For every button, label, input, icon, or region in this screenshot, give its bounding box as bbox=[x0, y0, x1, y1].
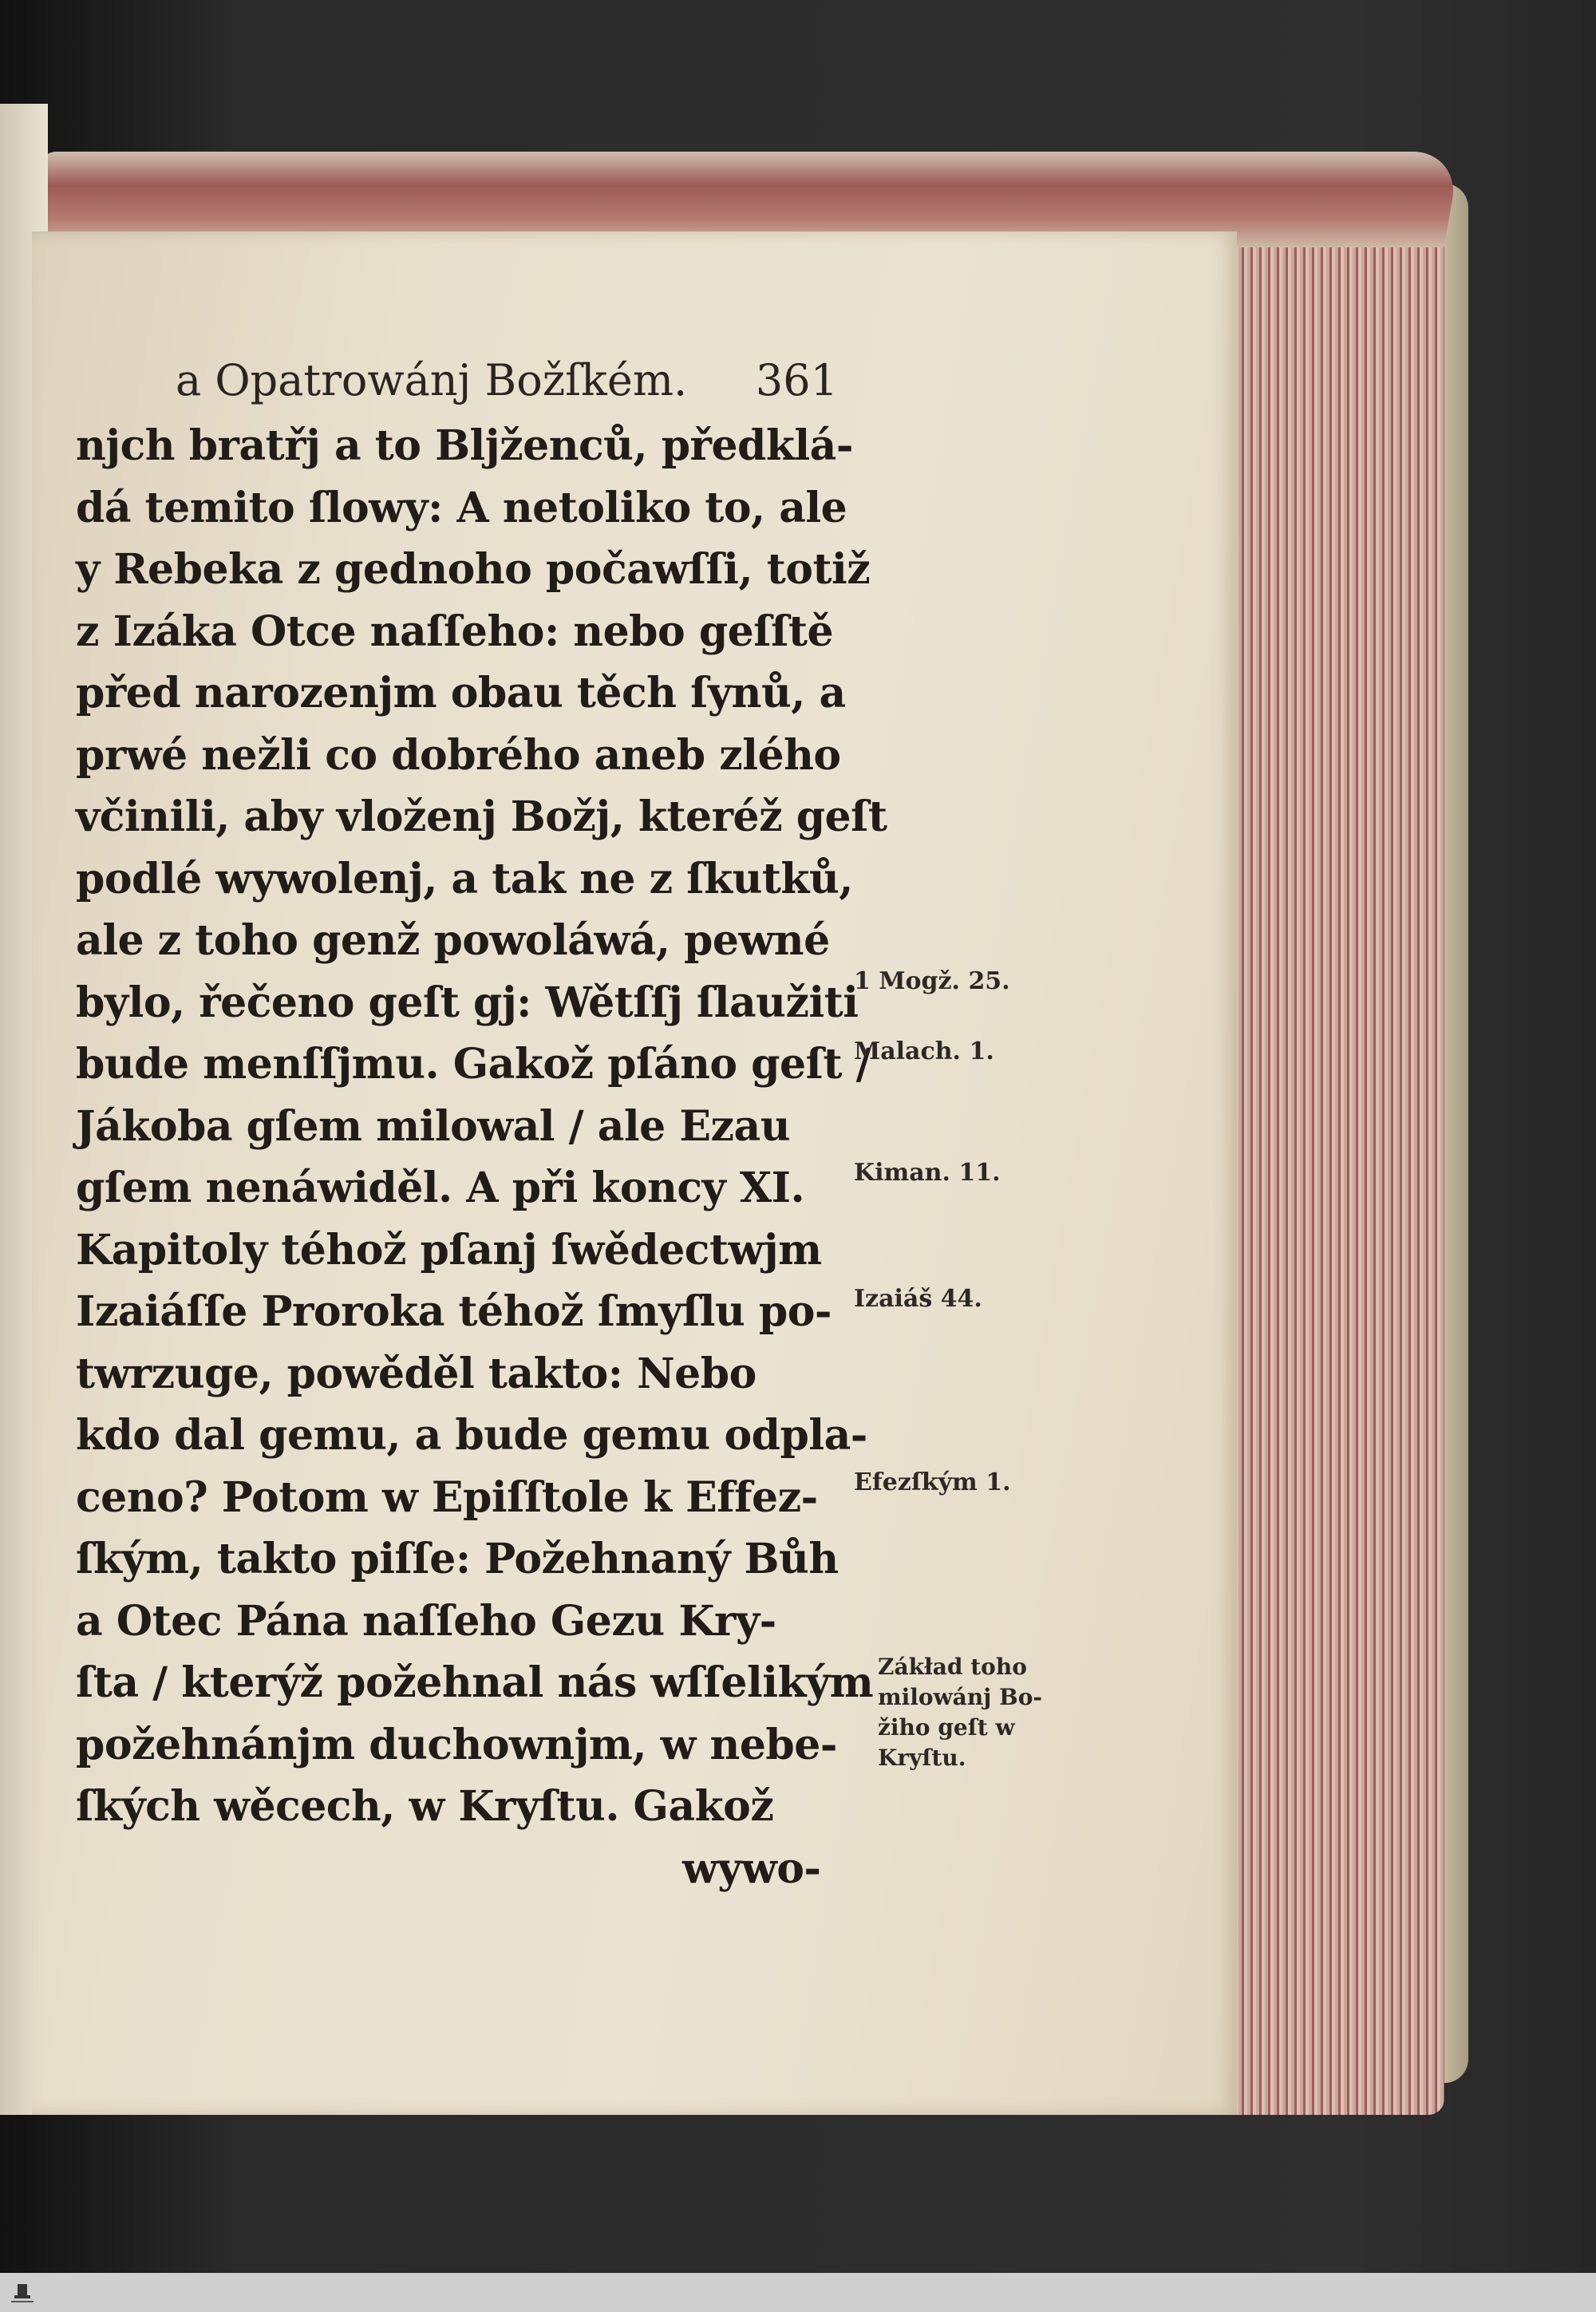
text-line: prwé nežli co dobrého aneb zlého bbox=[76, 730, 841, 780]
text-line: gſem nenáwiděl. A při koncy XI. bbox=[76, 1164, 805, 1212]
running-head-title: a Opatrowánj Božſkém. bbox=[176, 355, 688, 405]
catchword: wywo- bbox=[682, 1844, 821, 1893]
text-line: kdo dal gemu, a bude gemu odpla- bbox=[76, 1411, 867, 1460]
text-line: Jákoba gſem milowal / ale Ezau bbox=[76, 1101, 791, 1151]
text-line: požehnánjm duchownjm, w nebe- bbox=[76, 1720, 837, 1769]
text-line: y Rebeka z gednoho počawſſi, totiž bbox=[76, 545, 871, 594]
text-line: bude menſſjmu. Gakož pſáno geſt / bbox=[76, 1040, 871, 1089]
page-number: 361 bbox=[755, 355, 838, 405]
text-line: njch bratřj a to Bljženců, předklá- bbox=[76, 421, 853, 470]
text-line: před narozenjm obau těch ſynů, a bbox=[76, 669, 846, 717]
margin-note-malachi: Malach. 1. bbox=[854, 1037, 994, 1065]
margin-note-line: žiho geſt w bbox=[878, 1714, 1015, 1741]
margin-note-ephesians: Efezſkým 1. bbox=[854, 1468, 1011, 1496]
viewer-bottom-bar bbox=[0, 2273, 1596, 2312]
text-line: ſkých wěcech, w Kryſtu. Gakož bbox=[76, 1782, 774, 1831]
text-line: včinili, aby vloženj Božj, kteréž geſt bbox=[76, 792, 887, 841]
margin-note-genesis: 1 Mogž. 25. bbox=[854, 967, 1010, 995]
margin-note-line: Kryſtu. bbox=[878, 1745, 966, 1771]
running-head bbox=[176, 355, 838, 411]
text-line: Izaiáſſe Proroka téhož ſmyſlu po- bbox=[76, 1287, 832, 1336]
text-line: z Izáka Otce naſſeho: nebo geſſtě bbox=[76, 607, 834, 656]
body-text bbox=[76, 415, 887, 1899]
text-line: bylo, řečeno geſt gj: Wětſſj ſlaužiti bbox=[76, 978, 859, 1027]
margin-note-romans: Kiman. 11. bbox=[854, 1159, 1001, 1187]
text-line: ſkým, takto piſſe: Požehnaný Bůh bbox=[76, 1535, 839, 1583]
library-logo-icon bbox=[6, 2281, 38, 2306]
text-line: a Otec Pána naſſeho Gezu Kry- bbox=[76, 1596, 776, 1646]
text-line: podlé wywolenj, a tak ne z ſkutků, bbox=[76, 854, 853, 903]
text-line: ceno? Potom w Epiſſtole k Effez- bbox=[76, 1472, 818, 1522]
text-line: twrzuge, powěděl takto: Nebo bbox=[76, 1349, 757, 1398]
text-line: dá temito ſlowy: A netoliko to, ale bbox=[76, 483, 847, 532]
margin-note-isaiah: Izaiáš 44. bbox=[854, 1285, 982, 1313]
margin-note-line: milowánj Bo- bbox=[878, 1684, 1043, 1710]
margin-note-summary bbox=[878, 1652, 1042, 1773]
margin-note-line: Zákład toho bbox=[878, 1654, 1027, 1680]
text-line: ale z toho genž powoláwá, pewné bbox=[76, 916, 830, 965]
page-edges bbox=[1221, 207, 1444, 2115]
text-line: Kapitoly téhož pſanj ſwědectwjm bbox=[76, 1225, 822, 1275]
text-line: ſta / kterýž požehnal nás wſſelikým bbox=[76, 1658, 874, 1707]
